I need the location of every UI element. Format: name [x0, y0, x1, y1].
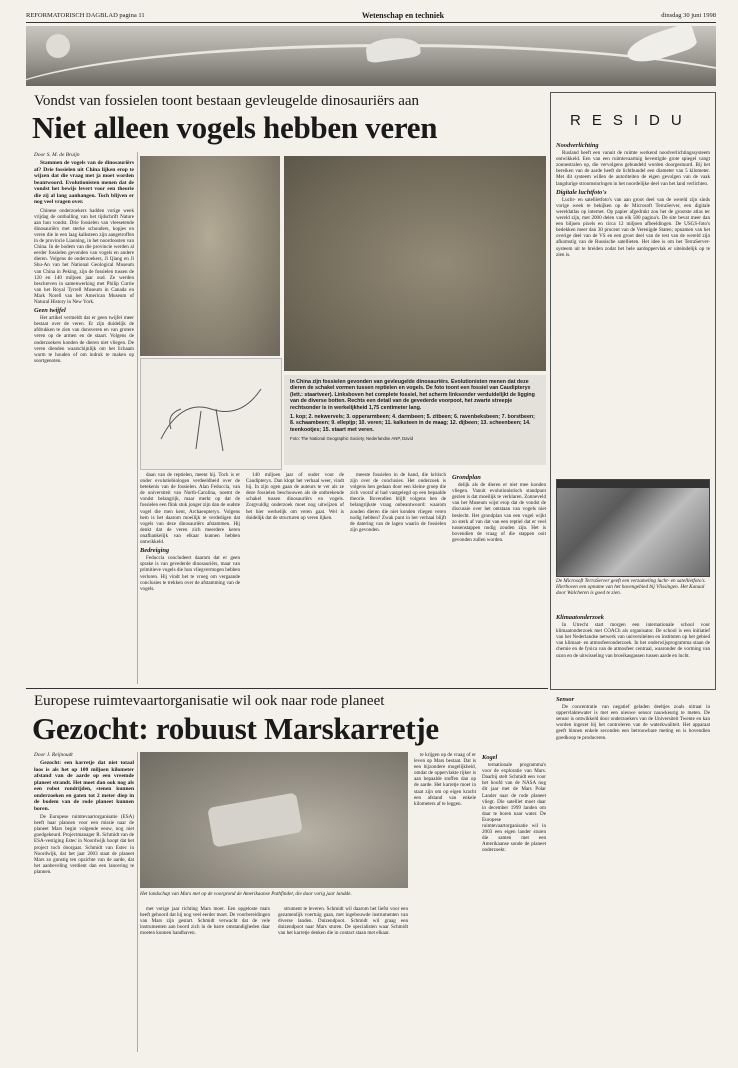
article2-column-4: [414, 752, 476, 1052]
mars-photo-caption: Het landschap van Mars met op de voorgrond de Amerikaanse Pathfinder, die daar vorig jaar landde.: [140, 891, 352, 897]
masthead-section: Wetenschap en techniek: [361, 10, 445, 20]
article2-body-5: ternationale programma's voor de exploratie van Mars. Daarbij stelt Schmidt een voor het hoofd van de NASA nog dit jaar met de Mars Polar Lander naar de rode planeet vliegt. Die satelliet moet daar in december 1999 landen om daar te boren naar water. De Europese ruimtevaartorganisatie wil in 2003 een eigen lander sturen die samen met een Amerikaanse sonde de planeet onderzoekt.: [482, 762, 546, 854]
bone-sketch-drawing: [141, 359, 281, 469]
residu-head-1: Noodverlichting: [556, 142, 599, 149]
article2-byline: Door J. Reijnoudt: [34, 752, 73, 758]
article1-subhead-1: Geen twijfel: [34, 307, 66, 315]
satellite-caption: De Microsoft TerraServer geeft een verzameling lucht- en satellietfoto's. Hierboven een opname van het havengebied bij Vlissingen. Het Kanaal door Walcheren is goed te zien.: [556, 578, 706, 597]
article1-body-2: daan van de reptielen, meent hij. Toch is er onder evolutiebiologen verdeeldheid over de betekenis van de fossielen. Alan Feduccia, van de universiteit van North-Carolina, noemt de vondst belangrijk, maar merkt op dat de fossielen een flink stuk jonger zijn dan de oudste vogel die men kent, Archaeopteryx. Volgens hem is het daarom moeilijk te verdedigen dat vogels van deze dinosauriërs afstammen. Hij denkt dat de veren zich meerdere keren onafhankelijk van elkaar kunnen hebben ontwikkeld.: [140, 472, 240, 546]
fossil-photo-detail: [284, 156, 546, 371]
masthead-date: dinsdag 30 juni 1998: [661, 11, 716, 19]
article2-column-5: [482, 752, 546, 1052]
residu-text-4: De concentratie van negatief geladen deeltjes zoals nitraat in oppervlaktewater is met een nieuwe sensor nauwkeurig te meten. De sensor is ontwikkeld door onderzoekers van de Universiteit Twente en kan worden ingezet bij het controleren van de waterkwaliteit. Het apparaat geeft binnen enkele seconden een betrouwbare meting en is bovendien goedkoop te produceren.: [556, 704, 710, 741]
article2-body-2: met vorige jaar richting Mars moet. Een opgeloste mars heeft gehoord dat hij nog veel eerder moet. De voorbereidingen van Mars zijn gestart. Schmidt verwacht dat de vele instrumenten aan boord zich in de barre omstandigheden daar moeten kunnen handhaven.: [140, 906, 270, 937]
article1-kicker: Vondst van fossielen toont bestaan gevleugelde dinosauriërs aan: [34, 93, 420, 109]
article1-body-3: 140 miljoen jaar of ouder voor de Caudipteryx. Dan klopt het verhaal weer, vindt hij. In zijn ogen gaan de auteurs te ver als ze deze fossielen beschouwen als de ontbrekende schakel tussen dinosauriërs en vogels. Zorgvuldig onderzoek moet nog uitwijzen of het hier werkelijk om veren gaat. Wel is duidelijk dat de structuren op veren lijken.: [246, 472, 344, 521]
article2-body-1: De Europese ruimtevaartorganisatie (ESA) heeft haar plannen voor een missie naar de planeet Mars begin volgende eeuw, nog niet goedgekeurd. Projectmanager R. Schmidt van de ESA-vestiging Estec in Noordwijk hoopt dat het project toch doorgaat. Schmidt van Estec in Noordwijk, dat het jaar 2003 staat de planeet Mars zo gunstig ten opzichte van de aarde, dat het aanbeveling verdient dan een lancering te plannen.: [34, 814, 134, 875]
article2-column-2: [140, 906, 270, 1052]
residu-column-mid: [556, 612, 710, 688]
article2-body-3: strument te leveren. Schmidt wil daarom het liefst voor een gezamenlijk voertuig gaan, met ingebouwde instrumenten van diverse landen. Duizendpoot. Schmidt wil graag een duizendpoot naar Mars sturen. De specialisten waar Schmidt van het karretje denken die in contact staan met elkaar.: [278, 906, 408, 937]
masthead-paper: REFORMATORISCH DAGBLAD pagina 11: [26, 11, 145, 19]
photo-credit: Foto: The National Geographic Society, Nederlandse ANP, David: [290, 436, 414, 442]
article1-body-1b: Het artikel vermeldt dat er geen twijfel meer bestaat over de veren. Er zijn duidelijk de afdrukken te zien van donsveren en van grotere veren op de armen en de staart. Volgens de onderzoekers konden de dieren niet vliegen. De veren dienden waarschijnlijk om het lichaam warm te houden of om indruk te maken op soortgenoten.: [34, 315, 134, 364]
satellite-photo: [556, 479, 710, 577]
terraserver-toolbar: [557, 480, 709, 488]
residu-text-2: Lucht- en satellietfoto's van aan groot deel van de wereld zijn sinds vorige week te bekijken op de Microsoft TerraServer, een digitale wereldatlas op internet. Op papier afgedrukt zou het de grootste atlas ter wereld zijn, met 2000 delen van elk 500 pagina's. De site bevat meer dan een biljoen pixels en circa 12 miljoen afbeeldingen. De USGS-foto's bedekken meer dan 30 procent van de Verenigde Staten; opnamen van het overige deel van de VS en een groot deel van de rest van de wereld zijn afkomstig van de Russische satellieten. Het idee is om het TerraServer-systeem uit te breiden zodat het hele aardoppervlak er uiteindelijk op te zien is.: [556, 196, 710, 258]
residu-head-3: Klimaatonderzoek: [556, 614, 604, 621]
planet-shape: [46, 34, 70, 58]
article1-column-3: [246, 472, 344, 684]
article1-subhead-3: Grondplan: [452, 474, 481, 481]
fossil-caption-text: In China zijn fossielen gevonden van gevleugelde dinosauriërs. Evolutionisten menen dat deze dieren de schakel vormen tussen reptielen en vogels. De foto toont een fossiel van Caudipteryx (lett.: staartveer). Linksboven het complete fossiel, het scherm linksonder verduidelijkt de ligging van de diverse botten. Rechts een detail van de gevederde voorpoot, het zwarte streepje rechtsonder is in werkelijkheid 1,75 centimeter lang.: [290, 379, 535, 411]
article1-subhead-2: Bedreiging: [140, 547, 170, 555]
article-divider: [26, 688, 548, 689]
residu-column-top: [556, 140, 710, 476]
residu-title: RESIDU: [570, 112, 693, 129]
fossil-bone-diagram: [140, 358, 282, 470]
article2-column-1: [34, 752, 134, 1052]
article2-kicker: Europese ruimtevaartorganisatie wil ook naar rode planeet: [34, 693, 385, 709]
article2-body-4: te krijgen op de vraag of er leven op Mars bestaat. Dat is een bijzondere mogelijkheid, omdat de oppervlakte rijker is aan bepaalde stoffen dan op de aarde. Het karretje moet in staat zijn om op eigen kracht een afstand van enkele kilometers af te leggen.: [414, 752, 476, 807]
article1-column-5: [452, 472, 546, 684]
article1-column-2: [140, 472, 240, 684]
article1-body-2b: Feduccia concludeert daarom dat er geen sprake is van gevederde dinosauriërs, maar van primitieve vogels die hun vliegvermogen hebben verloren. Hij vindt het te vroeg om vergaande conclusies te trekken over de afstamming van de vogels.: [140, 555, 240, 592]
article2-intro: Gezocht: een karretje dat niet totaal loos is als het op 100 miljoen kilometer afstand van de aarde op een vreemde planeet strandt. Het moet dan ook nog als een robot rondrijden, stenen kunnen onderzoeken en gaten tot 2 meter diep in de bodem van de rode planeet kunnen boren.: [34, 760, 134, 812]
residu-text-3: In Utrecht start morgen een internationale school voor klimaatonderzoek met COACh als organisator. De school is een initiatief van het Nederlandse netwerk van universiteiten en instituten op het gebied van klimaat- en atmosfeeronderzoek. In het onderwijsprogramma staan de chemie en de fysica van de atmosfeer centraal, waaronder de vorming van ozon en de uitwisseling van broeikasgassen tussen aarde en lucht.: [556, 622, 710, 659]
masthead: [26, 8, 716, 23]
column-separator: [137, 152, 138, 684]
article1-column-4: [350, 472, 446, 684]
column-separator: [137, 752, 138, 1052]
article1-body-4: meeste fossielen in de hand, die kritisch zijn over de conclusies. Het onderzoek is volgens hen gedaan door een kleine groep die zich vooraf al had vastgelegd op een bepaalde theorie. Bovendien blijft volgens hen de belangrijkste vraag onbeantwoord: waarom zouden dieren die niet konden vliegen veren nodig hebben? Zwak punt in het verhaal blijft de datering van de lagen waarin de fossielen zijn gevonden.: [350, 472, 446, 533]
mars-landscape-photo: [140, 752, 408, 888]
fossil-caption-box: [284, 375, 546, 465]
fossil-legend-text: 1. kop; 2. nekwervels; 3. opperarmbeen; 4. darmbeen; 5. zitbeen; 6. ravenbeksbeen; 7. borstbeen; 8. schaambeen; 9. ellepijp; 10. veren; 11. kalksteen in de maag; 12. dijbeen; 13. scheenbeen; 14. teenkootjes; 15. staart met veren.: [290, 414, 535, 433]
residu-column-bottom: [556, 694, 710, 1054]
article1-body-1: Chinese onderzoekers hadden vorige week vrijdag de onthulling van het tijdschrift Nature aan hun vondst. Drie fossielen van vleesetende dinosauriërs met sterke schouders, kopjes en veren die in een laag kalksteen zijn aangetroffen in de provincie Liaoning, in het noordoosten van China. In de bodem van die provincie werden al eerder fossielen gevonden van vogels en andere dieren. Volgens de onderzoekers, Ji Qiang en Ji Shu-An van het National Geological Museum van China in Peking, zijn de fossielen tussen de 120 en 140 miljoen jaar oud. Ze werden beschreven in samenwerking met Philip Currie van het Royal Tyrrell Museum in Canada en Mark Norell van het American Museum of Natural History in New York.: [34, 207, 134, 305]
pathfinder-lander-shape: [207, 792, 303, 847]
residu-text-1: Rusland heeft een vanuit de ruimte werkend noodverlichtingssysteem ontwikkeld. Een van een ruimtevaartuig bevestigde grote spiegel vangt zonnestralen op, die vervolgens gebundeld worden doorgestuurd. Bij het bereiken van de aarde heeft de lichtbundel een diameter van 5 kilometer. Met dit systeem willen de autoriteiten de eigen gevolgen van de vaak langdurige stroomstoringen in het noordelijke deel van het land verlichten.: [556, 150, 710, 187]
fossil-photo-complete: [140, 156, 280, 356]
article1-body-5: delijk als de dieren er niet mee konden vliegen. Vanuit evolutionistisch standpunt gezien is dat moeilijk te verklaren. Zonneveld van het Museum wijst erop dat de vondst de discussie over het ontstaan van vogels niet beslecht. Het grondplan van een vogel wijkt zo sterk af van dat van een reptiel dat er veel tussenstappen nodig zouden zijn. Het is bovendien de vraag of die stappen ooit gevonden zullen worden.: [452, 482, 546, 543]
article2-headline: Gezocht: robuust Marskarretje: [32, 711, 439, 746]
article2-column-3: [278, 906, 408, 1052]
residu-head-4: Sensor: [556, 696, 575, 703]
article1-intro: Stammen de vogels van de dinosauriërs af? Drie fossielen uit China lijken erop te wijzen dat die vraag met ja moet worden beantwoord. Evolutionisten menen dat de vondst het bewijs levert voor een theorie die zij al lang aanhangen. Toch blijven er nog veel vragen over.: [34, 160, 134, 206]
article1-byline: Door S. M. de Bruijn: [34, 152, 80, 158]
article1-headline: Niet alleen vogels hebben veren: [32, 110, 438, 145]
residu-head-2: Digitale luchtfoto's: [556, 188, 607, 196]
space-banner-image: [26, 26, 716, 86]
article2-subhead-1: Kogel: [482, 754, 498, 761]
article1-column-1: [34, 152, 134, 682]
